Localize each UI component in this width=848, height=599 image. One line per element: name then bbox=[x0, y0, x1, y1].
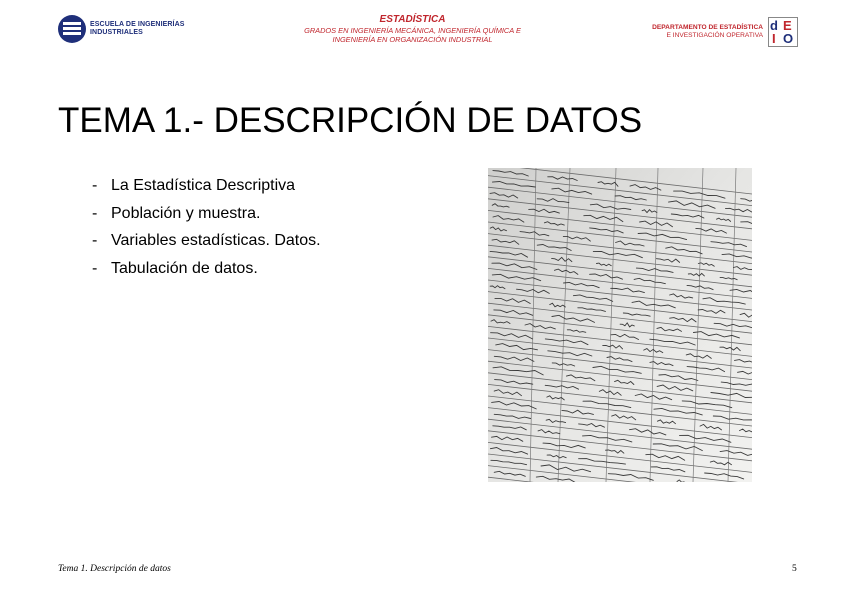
page-number: 5 bbox=[792, 564, 797, 574]
footer-topic: Tema 1. Descripción de datos bbox=[58, 564, 171, 574]
course-header bbox=[290, 14, 535, 44]
subject-name: ESTADÍSTICA bbox=[379, 14, 446, 25]
department-logo bbox=[652, 17, 798, 47]
school-emblem-icon bbox=[58, 15, 86, 43]
school-name: ESCUELA DE INGENIERÍAS INDUSTRIALES bbox=[90, 21, 185, 36]
degree-line-2: INGENIERÍA EN ORGANIZACIÓN INDUSTRIAL bbox=[332, 35, 493, 44]
list-item: - La Estadística Descriptiva bbox=[92, 177, 296, 194]
department-name: DEPARTAMENTO DE ESTADÍSTICA E INVESTIGACIÓN OPERATIVA bbox=[652, 24, 763, 39]
list-item: - Tabulación de datos. bbox=[92, 259, 258, 277]
degree-line-1: GRADOS EN INGENIERÍA MECÁNICA, INGENIERÍA QUÍMICA E bbox=[304, 26, 521, 35]
list-item: - Población y muestra. bbox=[92, 204, 261, 222]
deio-logo-icon: d E I O bbox=[768, 17, 798, 47]
data-sheet-photo bbox=[488, 168, 752, 482]
school-logo bbox=[58, 15, 185, 43]
slide-title: TEMA 1.- DESCRIPCIÓN DE DATOS bbox=[58, 101, 643, 140]
list-item: - Variables estadísticas. Datos. bbox=[92, 232, 321, 249]
topic-list bbox=[92, 172, 321, 282]
